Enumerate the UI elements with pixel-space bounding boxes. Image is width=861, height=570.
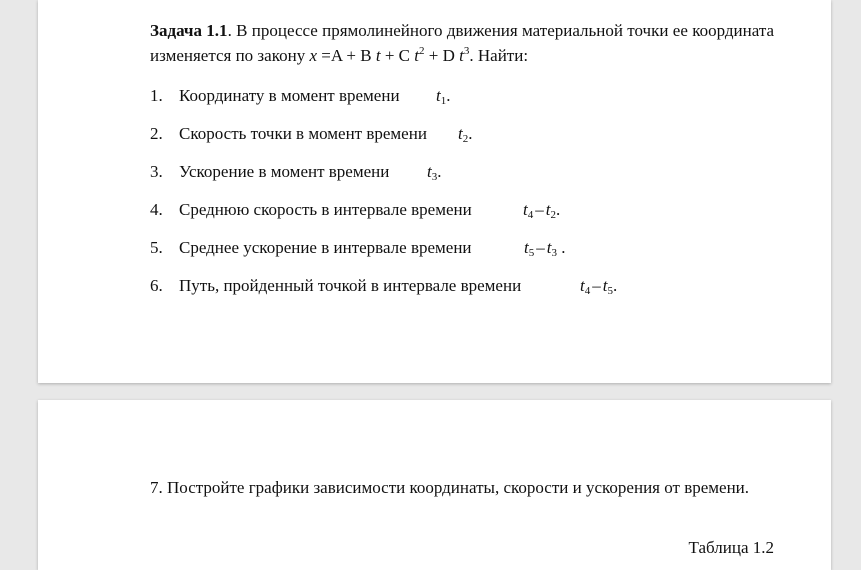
item-time-expression: [523, 200, 560, 220]
task-title: Задача 1.1: [150, 21, 228, 40]
time-variable: t: [458, 124, 463, 143]
time-subscript: 2: [462, 133, 469, 145]
item-time-expression: [524, 238, 565, 258]
time-variable: t: [580, 276, 585, 295]
list-item: [150, 124, 427, 144]
page-1: [38, 0, 831, 383]
item-time-expression: [458, 124, 472, 144]
item-text: Координату в момент времени: [179, 86, 400, 105]
time-variable: t: [523, 200, 528, 219]
task-intro: . В процессе прямолинейного движения материальной точки ее координата изменяется по закону: [150, 21, 775, 65]
law-t2: t: [414, 46, 420, 65]
item-tail: .: [468, 124, 473, 143]
law-exp2: 2: [419, 45, 425, 57]
task-find: . Найти:: [469, 46, 529, 65]
time-variable: t: [602, 276, 608, 295]
law-eq: =A + B: [317, 46, 376, 65]
table-caption: Таблица 1.2: [688, 538, 774, 557]
item-tail: .: [612, 276, 618, 295]
law-x: x: [309, 46, 317, 65]
time-variable: t: [436, 86, 441, 105]
item-number: 2.: [150, 124, 163, 143]
item-number: 4.: [150, 200, 163, 219]
list-item: [150, 162, 389, 182]
list-item: [150, 86, 400, 106]
time-subscript: 2: [550, 209, 556, 221]
law-plus-d: + D: [424, 46, 460, 65]
law-t3: t: [459, 46, 464, 65]
item-time-expression: [427, 162, 441, 182]
time-variable: t: [427, 162, 432, 181]
minus-sign: –: [592, 276, 601, 295]
item-time-expression: [580, 276, 617, 296]
item-text: Скорость точки в момент времени: [179, 124, 427, 143]
task-statement: [150, 18, 774, 68]
law-plus-c: + C: [380, 46, 415, 65]
time-subscript: 1: [440, 95, 447, 107]
minus-sign: –: [536, 238, 545, 257]
time-variable: t: [545, 200, 551, 219]
minus-sign: –: [535, 200, 544, 219]
motion-law: [309, 46, 469, 65]
time-subscript: 4: [527, 209, 534, 221]
time-subscript: 5: [607, 285, 613, 297]
time-variable: t: [524, 238, 529, 257]
item-7: 7. Постройте графики зависимости координаты, скорости и ускорения от времени.: [150, 478, 750, 497]
item-number: 5.: [150, 238, 163, 257]
item-tail: .: [555, 200, 561, 219]
list-item: [150, 238, 472, 258]
time-subscript: 3: [551, 247, 557, 259]
item-tail: .: [437, 162, 442, 181]
time-subscript: 5: [528, 247, 535, 259]
item-tail: .: [446, 86, 451, 105]
item-number: 3.: [150, 162, 163, 181]
list-item: [150, 276, 521, 296]
list-item: [150, 200, 472, 220]
item-time-expression: [436, 86, 450, 106]
item-text: Среднюю скорость в интервале времени: [179, 200, 472, 219]
time-subscript: 3: [431, 171, 438, 183]
item-text: Среднее ускорение в интервале времени: [179, 238, 472, 257]
item-text: Путь, пройденный точкой в интервале времени: [179, 276, 522, 295]
item-number: 6.: [150, 276, 163, 295]
item-number: 1.: [150, 86, 163, 105]
law-exp3: 3: [463, 45, 470, 57]
law-t1: t: [375, 46, 381, 65]
time-variable: t: [546, 238, 552, 257]
time-subscript: 4: [584, 285, 591, 297]
item-text: Ускорение в момент времени: [179, 162, 390, 181]
page-2: [38, 400, 831, 570]
item-tail: .: [556, 238, 566, 257]
